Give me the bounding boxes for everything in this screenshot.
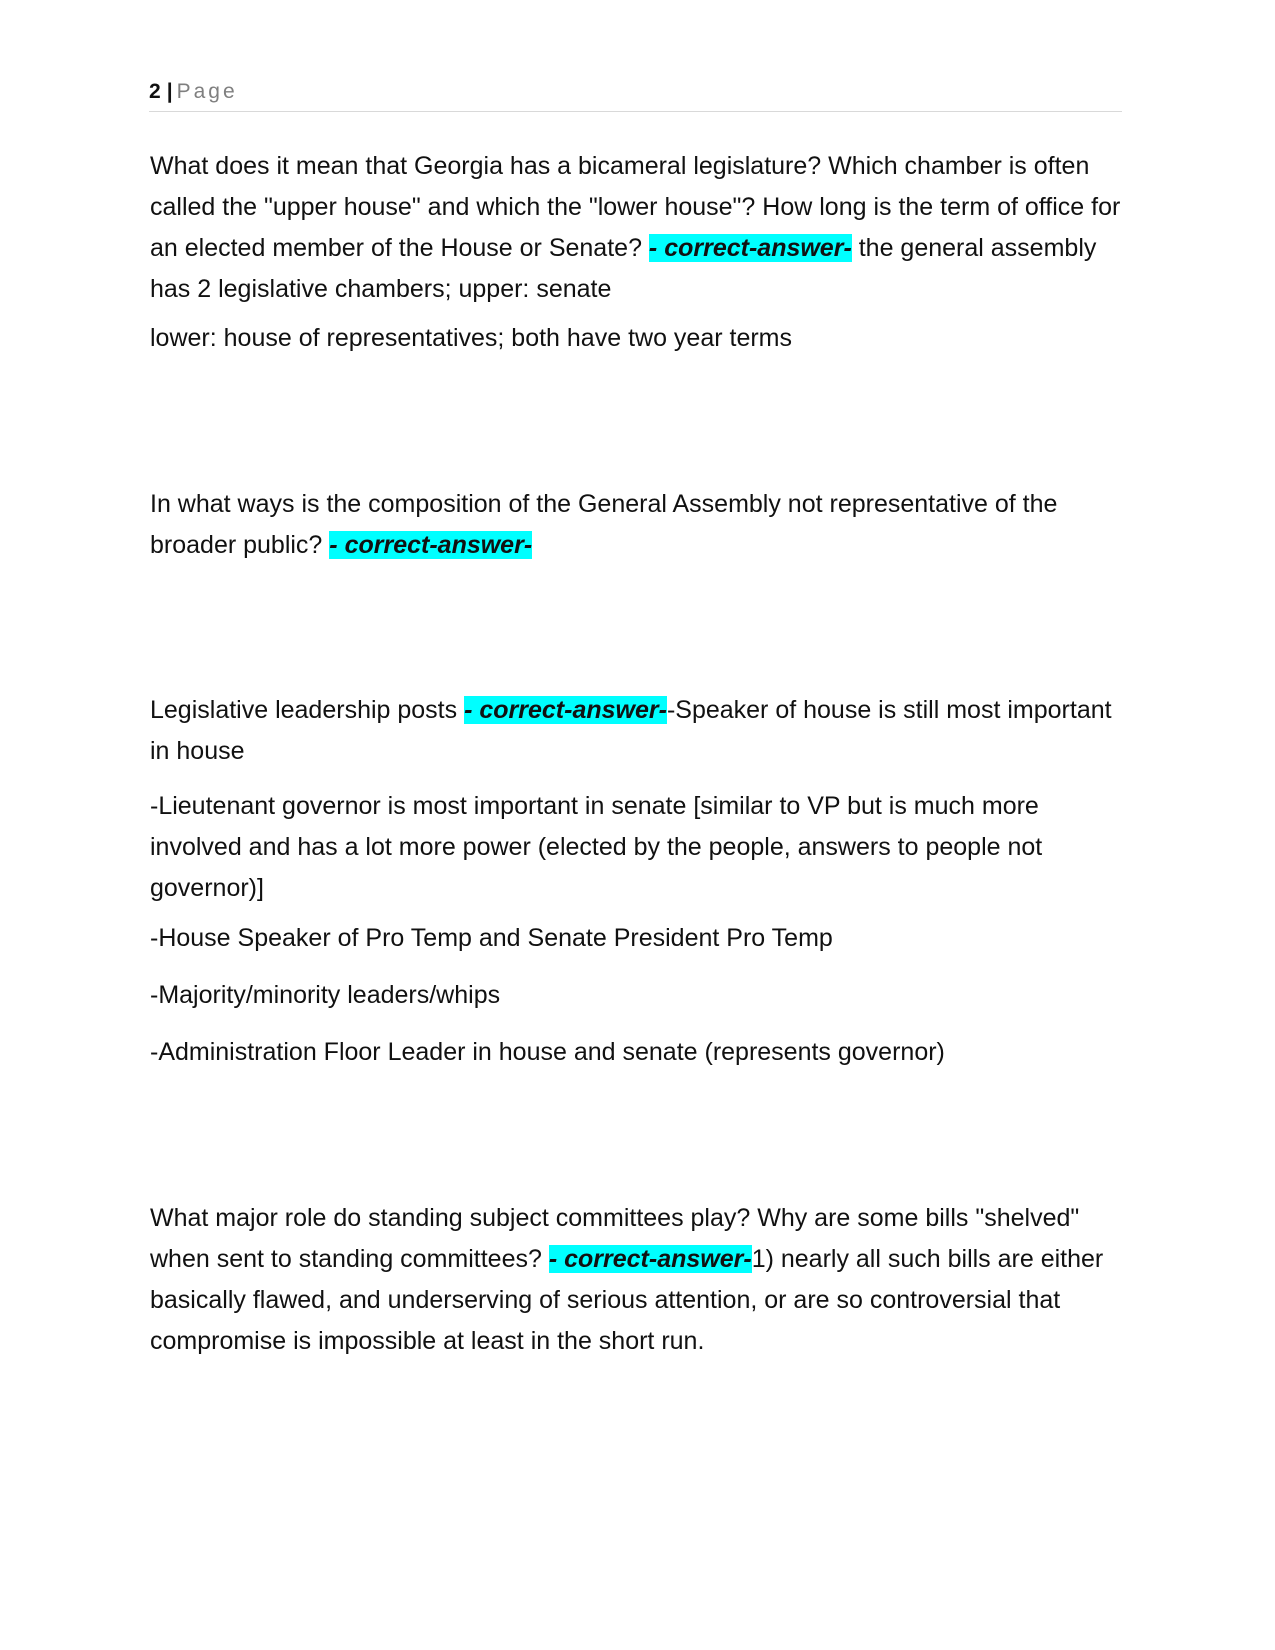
question-2-answer-marker: - correct-answer- (329, 531, 533, 559)
page-separator: | (166, 80, 173, 103)
question-3-line-2: -House Speaker of Pro Temp and Senate President Pro Temp (150, 924, 833, 952)
question-3-answer-marker: - correct-answer- (464, 696, 667, 724)
question-3 (150, 690, 1125, 772)
question-3-line-3: -Majority/minority leaders/whips (150, 981, 501, 1009)
question-2-text: In what ways is the composition of the General Assembly not representative of the broader public? (150, 490, 1058, 559)
page-number: 2 (149, 80, 161, 103)
question-4-text: What major role do standing subject committees play? Why are some bills "shelved" when sent to standing committees? (150, 1204, 1080, 1273)
question-3-text: Legislative leadership posts (150, 696, 465, 724)
question-1-text: What does it mean that Georgia has a bicameral legislature? Which chamber is often called the "upper house" and which the "lower house"? How long is the term of office for an elected member of the House or Senate? (150, 152, 1121, 262)
question-4-answer-marker: - correct-answer- (548, 1245, 752, 1273)
question-1-answer-line-2: lower: house of representatives; both have two year terms (150, 324, 792, 352)
page-label: Page (176, 80, 238, 103)
question-3-line-4: -Administration Floor Leader in house and senate (represents governor) (150, 1038, 945, 1066)
question-3-answer: -Speaker of house is still most important in house (150, 696, 1112, 765)
page-header (149, 78, 1122, 112)
question-3-line-1: -Lieutenant governor is most important in senate [similar to VP but is much more involved and has a lot more power (elected by the people, answers to people not governor)] (150, 792, 1043, 902)
question-4-answer: 1) nearly all such bills are either basically flawed, and underserving of serious attention, or are so controversial that compromise is impossible at least in the short run. (150, 1245, 1104, 1355)
question-4 (150, 1198, 1125, 1362)
question-1 (150, 146, 1125, 310)
question-2 (150, 484, 1125, 566)
question-1-answer-marker: - correct-answer- (648, 234, 852, 262)
question-1-answer: the general assembly has 2 legislative chambers; upper: senate (150, 234, 1097, 303)
